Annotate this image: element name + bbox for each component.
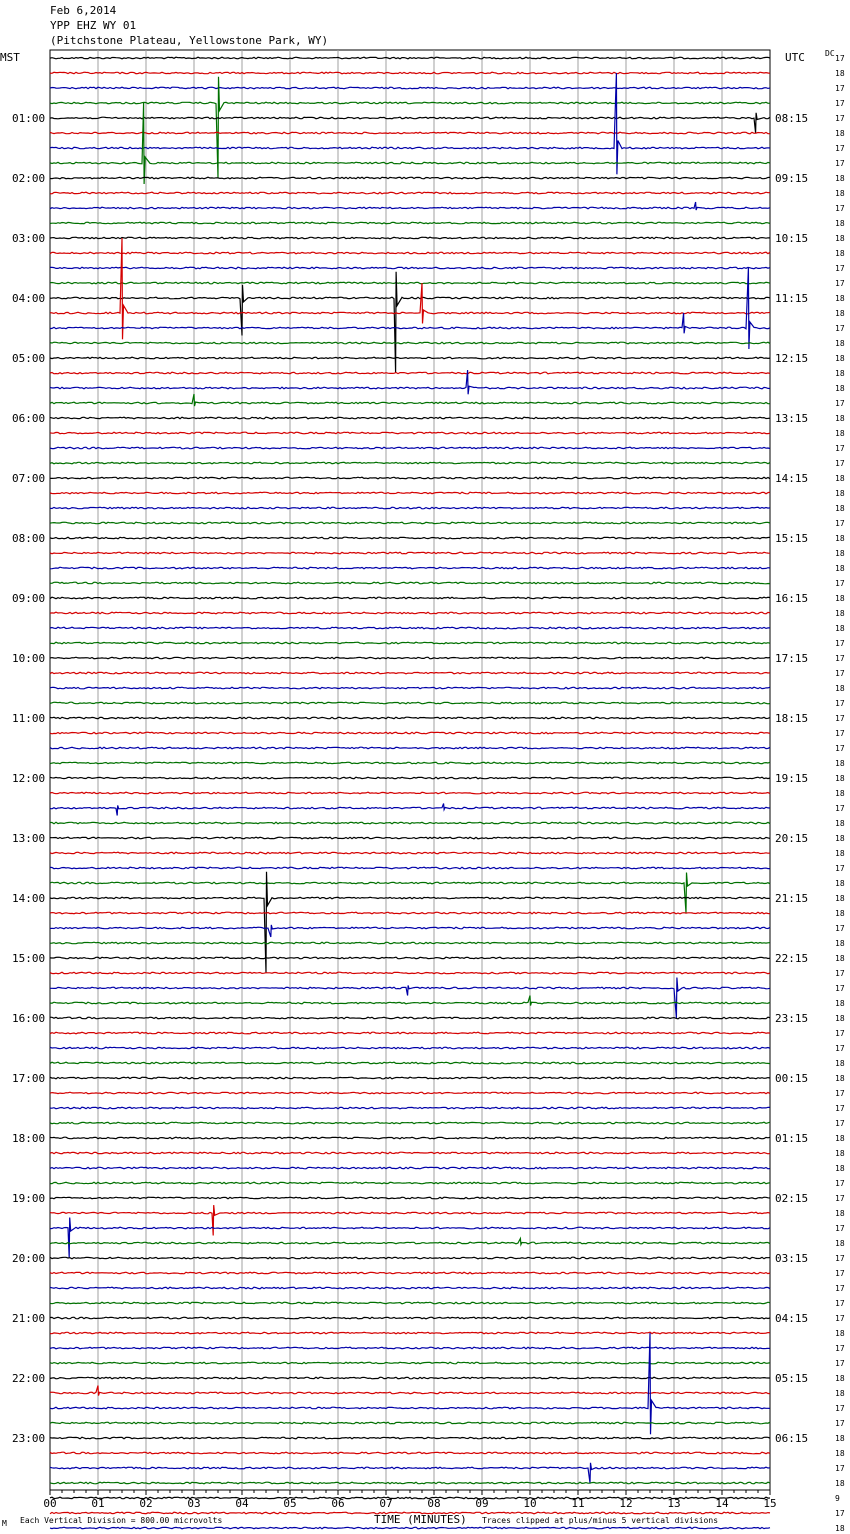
trace-row — [50, 237, 770, 239]
hour-label-mst: 10:00 — [12, 652, 46, 665]
dc-offset-label: 18 — [835, 1239, 845, 1248]
dc-offset-label: 17 — [835, 399, 845, 408]
left-zone-label: MST — [0, 51, 20, 64]
trace-row — [50, 762, 770, 764]
trace-row — [50, 417, 770, 419]
dc-offset-label: 18 — [835, 549, 845, 558]
trace-row — [50, 492, 770, 494]
trace-row — [50, 627, 770, 629]
dc-offset-label: 17 — [835, 804, 845, 813]
hour-label-mst: 13:00 — [12, 832, 46, 845]
dc-offset-label: 17 — [835, 984, 845, 993]
dc-offset-label: 18 — [835, 339, 845, 348]
trace-row — [50, 202, 770, 210]
hour-label-utc: 09:15 — [775, 172, 809, 185]
dc-offset-label: 18 — [835, 534, 845, 543]
trace-row — [50, 268, 770, 349]
hour-label-mst: 03:00 — [12, 232, 46, 245]
trace-row — [50, 792, 770, 794]
dc-offset-label: 18 — [835, 369, 845, 378]
dc-offset-label: 18 — [835, 939, 845, 948]
trace-row — [50, 113, 770, 133]
dc-offset-label: 17 — [835, 1269, 845, 1278]
dc-offset-label: 17 — [835, 924, 845, 933]
x-tick-label: 04 — [235, 1497, 249, 1510]
trace-row — [50, 1062, 770, 1064]
hour-label-mst: 06:00 — [12, 412, 46, 425]
hour-label-utc: 04:15 — [775, 1312, 809, 1325]
trace-row — [50, 372, 770, 374]
trace-row — [50, 1047, 770, 1049]
dc-offset-label: 17 — [835, 1404, 845, 1413]
trace-row — [50, 1317, 770, 1319]
hour-label-utc: 06:15 — [775, 1432, 809, 1445]
trace-row — [50, 1032, 770, 1034]
scale-note: Each Vertical Division = 800.00 microvolts — [20, 1516, 223, 1525]
trace-rows — [50, 57, 770, 1534]
trace-row — [50, 1272, 770, 1274]
dc-offset-label: 18 — [835, 954, 845, 963]
trace-row — [50, 822, 770, 824]
trace-row — [50, 177, 770, 179]
trace-row — [50, 702, 770, 704]
hour-label-mst: 23:00 — [12, 1432, 46, 1445]
trace-row — [50, 747, 770, 749]
trace-row — [50, 282, 770, 284]
trace-row — [50, 642, 770, 644]
dc-offset-label: 17 — [835, 324, 845, 333]
dc-offset-label: 18 — [835, 189, 845, 198]
hour-label-mst: 04:00 — [12, 292, 46, 305]
hour-label-utc: 21:15 — [775, 892, 809, 905]
trace-row — [50, 552, 770, 554]
hour-label-utc: 16:15 — [775, 592, 809, 605]
trace-row — [50, 1347, 770, 1349]
trace-row — [50, 1092, 770, 1094]
x-tick-label: 03 — [187, 1497, 201, 1510]
trace-row — [50, 1218, 770, 1259]
x-axis-title: TIME (MINUTES) — [374, 1513, 467, 1526]
plot-date: Feb 6,2014 — [50, 4, 117, 17]
trace-row — [50, 1527, 770, 1529]
dc-offset-label: 17 — [835, 1104, 845, 1113]
trace-row — [50, 222, 770, 224]
hour-label-utc: 17:15 — [775, 652, 809, 665]
trace-row — [50, 852, 770, 854]
trace-row — [50, 1107, 770, 1109]
trace-row — [50, 1362, 770, 1364]
dc-offset-label: 18 — [835, 1524, 845, 1533]
dc-offset-label: 17 — [835, 1314, 845, 1323]
dc-offset-label: 18 — [835, 1074, 845, 1083]
hour-label-utc: 18:15 — [775, 712, 809, 725]
x-tick-label: 00 — [43, 1497, 57, 1510]
trace-row — [50, 87, 770, 89]
station-location: (Pitchstone Plateau, Yellowstone Park, WY) — [50, 34, 329, 47]
dc-offset-label: 17 — [835, 144, 845, 153]
dc-offset-label: 17 — [835, 84, 845, 93]
hour-label-mst: 15:00 — [12, 952, 46, 965]
dc-offset-label: 17 — [835, 1044, 845, 1053]
trace-row — [50, 1122, 770, 1124]
trace-row — [50, 462, 770, 464]
dc-offset-label: 17 — [835, 99, 845, 108]
dc-offset-label: 18 — [835, 1329, 845, 1338]
trace-row — [50, 507, 770, 509]
trace-row — [50, 837, 770, 839]
trace-row — [50, 867, 770, 869]
trace-row — [50, 192, 770, 194]
trace-row — [50, 1182, 770, 1184]
trace-row — [50, 1452, 770, 1454]
dc-offset-label: 18 — [835, 564, 845, 573]
dc-offset-label: 18 — [835, 789, 845, 798]
dc-offset-label: 18 — [835, 174, 845, 183]
dc-offset-label: 18 — [835, 1059, 845, 1068]
hour-label-mst: 16:00 — [12, 1012, 46, 1025]
dc-offset-label: 18 — [835, 474, 845, 483]
hour-label-utc: 10:15 — [775, 232, 809, 245]
trace-row — [50, 477, 770, 479]
clip-note: Traces clipped at plus/minus 5 vertical divisions — [482, 1516, 719, 1525]
trace-row — [50, 522, 770, 524]
x-tick-label: 07 — [379, 1497, 393, 1510]
dc-offset-label: 17 — [835, 1299, 845, 1308]
trace-row — [50, 942, 770, 944]
trace-row — [50, 103, 770, 184]
trace-row — [50, 1437, 770, 1439]
trace-row — [50, 1422, 770, 1424]
dc-offset-label: 18 — [835, 504, 845, 513]
dc-offset-label: 18 — [835, 759, 845, 768]
hour-label-utc: 02:15 — [775, 1192, 809, 1205]
hour-label-mst: 07:00 — [12, 472, 46, 485]
trace-row — [50, 357, 770, 359]
dc-offset-label: 18 — [835, 354, 845, 363]
hour-label-mst: 09:00 — [12, 592, 46, 605]
dc-offset-label: 18 — [835, 774, 845, 783]
dc-offset-label: 17 — [835, 1359, 845, 1368]
dc-offset-label: 17 — [835, 669, 845, 678]
dc-offset-label: 17 — [835, 729, 845, 738]
hour-label-utc: 08:15 — [775, 112, 809, 125]
hour-label-mst: 14:00 — [12, 892, 46, 905]
x-tick-label: 11 — [571, 1497, 585, 1510]
dc-offset-label: 17 — [835, 639, 845, 648]
trace-row — [50, 1152, 770, 1154]
dc-offset-label: 17 — [835, 654, 845, 663]
hour-label-mst: 02:00 — [12, 172, 46, 185]
dc-offset-label: 17 — [835, 1464, 845, 1473]
x-tick-label: 10 — [523, 1497, 537, 1510]
hour-label-mst: 22:00 — [12, 1372, 46, 1385]
dc-offset-label: 18 — [835, 1134, 845, 1143]
hour-label-utc: 13:15 — [775, 412, 809, 425]
x-tick-label: 09 — [475, 1497, 489, 1510]
trace-row — [50, 1197, 770, 1199]
dc-offset-label: 17 — [835, 114, 845, 123]
dc-offset-label: 18 — [835, 414, 845, 423]
hour-label-utc: 20:15 — [775, 832, 809, 845]
dc-offset-label: 17 — [835, 1194, 845, 1203]
trace-row — [50, 72, 770, 74]
trace-row — [50, 672, 770, 674]
hour-label-utc: 15:15 — [775, 532, 809, 545]
dc-offset-label: 18 — [835, 894, 845, 903]
dc-offset-label: 18 — [835, 1479, 845, 1488]
trace-row — [50, 612, 770, 614]
dc-offset-label: 18 — [835, 429, 845, 438]
hour-label-mst: 05:00 — [12, 352, 46, 365]
dc-offset-label: 18 — [835, 684, 845, 693]
dc-offset-label: 18 — [835, 1014, 845, 1023]
hour-label-utc: 14:15 — [775, 472, 809, 485]
trace-row — [50, 1287, 770, 1289]
dc-offset-label: 18 — [835, 234, 845, 243]
dc-offset-label: 9 — [835, 1494, 840, 1503]
trace-row — [50, 804, 770, 816]
trace-row — [50, 537, 770, 539]
dc-offset-label: 18 — [835, 1389, 845, 1398]
trace-row — [50, 132, 770, 134]
dc-offset-label: 18 — [835, 1209, 845, 1218]
trace-row — [50, 657, 770, 659]
trace-row — [50, 873, 770, 914]
dc-offset-label: 17 — [835, 519, 845, 528]
trace-row — [50, 1205, 770, 1235]
x-tick-label: 06 — [331, 1497, 345, 1510]
corner-mark: M — [2, 1519, 7, 1528]
dc-offset-label: 18 — [835, 1449, 845, 1458]
x-tick-label: 05 — [283, 1497, 297, 1510]
trace-row — [50, 1239, 770, 1245]
dc-offset-label: 18 — [835, 384, 845, 393]
dc-offset-label: 18 — [835, 309, 845, 318]
dc-offset-label: 18 — [835, 1149, 845, 1158]
trace-row — [50, 1077, 770, 1079]
trace-row — [50, 252, 770, 254]
x-tick-label: 01 — [91, 1497, 105, 1510]
trace-row — [50, 1332, 770, 1334]
dc-offset-label: 18 — [835, 249, 845, 258]
dc-offset-label: 18 — [835, 849, 845, 858]
dc-offset-label: 18 — [835, 1434, 845, 1443]
trace-row — [50, 1167, 770, 1169]
dc-offset-label: 17 — [835, 1179, 845, 1188]
trace-row — [50, 957, 770, 959]
dc-offset-label: 17 — [835, 459, 845, 468]
dc-offset-label: 17 — [835, 714, 845, 723]
hour-label-mst: 20:00 — [12, 1252, 46, 1265]
dc-offset-label: 18 — [835, 489, 845, 498]
minute-grid — [50, 50, 770, 1495]
hour-label-mst: 18:00 — [12, 1132, 46, 1145]
dc-offset-label: 18 — [835, 594, 845, 603]
trace-row — [50, 912, 770, 914]
trace-row — [50, 57, 770, 59]
trace-row — [50, 732, 770, 734]
time-labels — [12, 54, 845, 1534]
dc-offset-label: 17 — [835, 159, 845, 168]
trace-row — [50, 342, 770, 344]
trace-row — [50, 1497, 770, 1499]
dc-offset-label: 17 — [835, 204, 845, 213]
dc-offset-label: 18 — [835, 1374, 845, 1383]
hour-label-mst: 11:00 — [12, 712, 46, 725]
x-tick-label: 08 — [427, 1497, 441, 1510]
trace-row — [50, 978, 770, 1019]
trace-row — [50, 996, 770, 1006]
hour-label-utc: 00:15 — [775, 1072, 809, 1085]
trace-row — [50, 582, 770, 584]
dc-offset-label: 17 — [835, 1284, 845, 1293]
trace-row — [50, 972, 770, 974]
trace-row — [50, 447, 770, 449]
hour-label-mst: 08:00 — [12, 532, 46, 545]
trace-row — [50, 777, 770, 779]
station-code: YPP EHZ WY 01 — [50, 19, 137, 32]
dc-offset-label: 17 — [835, 1119, 845, 1128]
dc-offset-label: 17 — [835, 444, 845, 453]
dc-offset-label: 17 — [835, 1254, 845, 1263]
dc-offset-label: 17 — [835, 579, 845, 588]
hour-label-utc: 23:15 — [775, 1012, 809, 1025]
x-tick-label: 12 — [619, 1497, 633, 1510]
hour-label-utc: 22:15 — [775, 952, 809, 965]
trace-row — [50, 1386, 770, 1396]
hour-label-mst: 21:00 — [12, 1312, 46, 1325]
hour-label-utc: 03:15 — [775, 1252, 809, 1265]
hour-label-mst: 01:00 — [12, 112, 46, 125]
trace-row — [50, 267, 770, 269]
dc-offset-label: 18 — [835, 879, 845, 888]
trace-row — [50, 597, 770, 599]
dc-offset-label: 18 — [835, 1164, 845, 1173]
dc-offset-label: 17 — [835, 264, 845, 273]
hour-label-utc: 12:15 — [775, 352, 809, 365]
trace-row — [50, 1137, 770, 1139]
hour-label-mst: 12:00 — [12, 772, 46, 785]
dc-label: DC — [825, 49, 835, 58]
hour-label-utc: 19:15 — [775, 772, 809, 785]
trace-row — [50, 717, 770, 719]
x-tick-label: 14 — [715, 1497, 729, 1510]
dc-offset-label: 17 — [835, 969, 845, 978]
dc-offset-label: 17 — [835, 1224, 845, 1233]
dc-offset-label: 17 — [835, 744, 845, 753]
right-zone-label: UTC — [785, 51, 805, 64]
dc-offset-label: 18 — [835, 294, 845, 303]
trace-row — [50, 1377, 770, 1379]
hour-label-utc: 05:15 — [775, 1372, 809, 1385]
x-tick-label: 13 — [667, 1497, 681, 1510]
trace-row — [50, 687, 770, 689]
dc-offset-label: 17 — [835, 1029, 845, 1038]
dc-offset-label: 18 — [835, 999, 845, 1008]
x-tick-label: 15 — [763, 1497, 777, 1510]
trace-row — [50, 394, 770, 406]
dc-offset-label: 17 — [835, 279, 845, 288]
trace-row — [50, 925, 770, 937]
trace-row — [50, 1257, 770, 1259]
dc-offset-label: 18 — [835, 624, 845, 633]
dc-offset-label: 18 — [835, 909, 845, 918]
trace-row — [50, 567, 770, 569]
dc-offset-label: 18 — [835, 834, 845, 843]
dc-offset-label: 17 — [835, 864, 845, 873]
x-tick-label: 02 — [139, 1497, 153, 1510]
trace-row — [50, 1302, 770, 1304]
trace-row — [50, 1463, 770, 1483]
dc-offset-label: 17 — [835, 54, 845, 63]
dc-offset-label: 17 — [835, 1344, 845, 1353]
trace-row — [50, 1482, 770, 1484]
dc-offset-label: 17 — [835, 1419, 845, 1428]
hour-label-utc: 11:15 — [775, 292, 809, 305]
dc-offset-label: 18 — [835, 129, 845, 138]
dc-offset-label: 17 — [835, 1509, 845, 1518]
dc-offset-label: 18 — [835, 819, 845, 828]
dc-offset-label: 18 — [835, 609, 845, 618]
trace-row — [50, 432, 770, 434]
dc-offset-label: 18 — [835, 219, 845, 228]
dc-offset-label: 18 — [835, 69, 845, 78]
hour-label-mst: 17:00 — [12, 1072, 46, 1085]
dc-offset-label: 17 — [835, 699, 845, 708]
hour-label-utc: 01:15 — [775, 1132, 809, 1145]
hour-label-mst: 19:00 — [12, 1192, 46, 1205]
trace-row — [50, 1017, 770, 1019]
dc-offset-label: 17 — [835, 1089, 845, 1098]
